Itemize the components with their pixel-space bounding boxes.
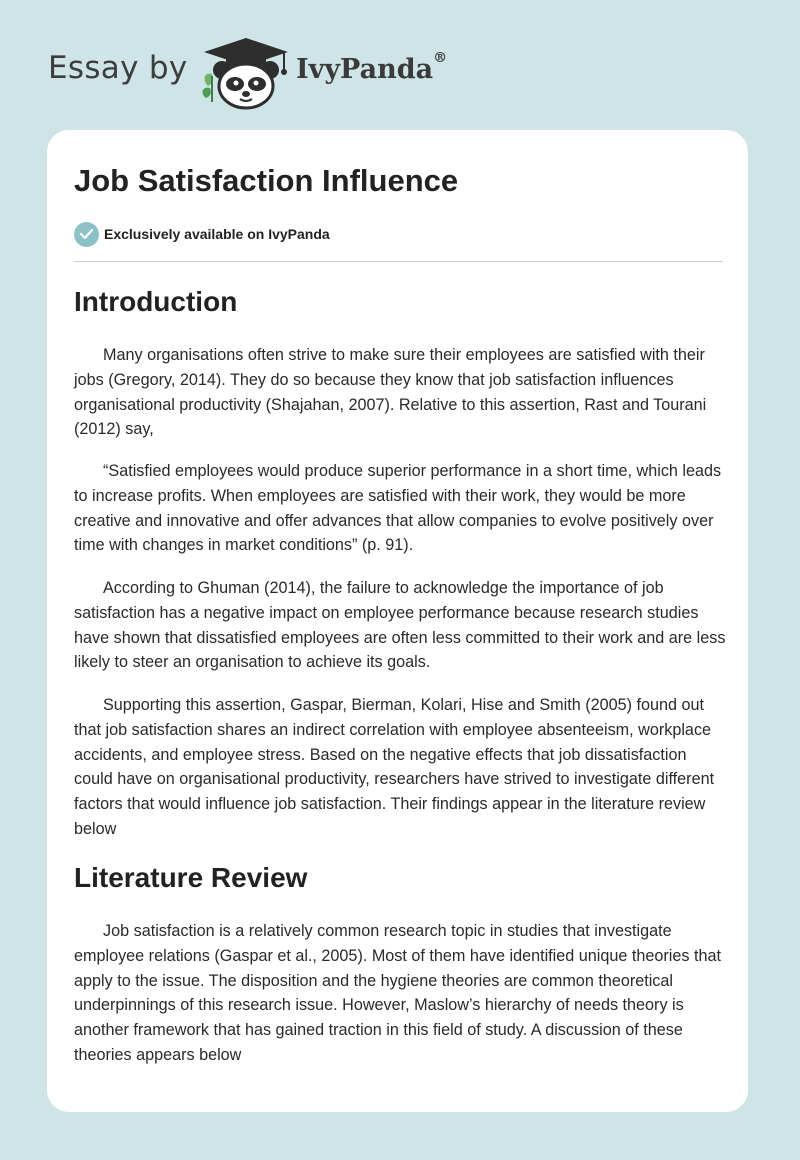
essay-title: Job Satisfaction Influence [74, 163, 459, 198]
check-circle-icon [74, 222, 99, 247]
section-heading-introduction: Introduction [74, 286, 238, 317]
paragraph-quote: “Satisfied employees would produce superior performance in a short time, which leads to increase profits. When employees are satisfied with their work, they would be more creative and innovative and offer advances that allow companies to evolve positively over time with changes in market conditions” (p. 91). [74, 462, 722, 555]
brand-name [296, 50, 448, 85]
brand-name-text: IvyPanda [296, 54, 434, 85]
exclusive-badge [74, 221, 330, 247]
registered-mark: ® [433, 50, 448, 66]
title-divider [74, 261, 723, 262]
site-header [0, 0, 800, 130]
paragraph: Supporting this assertion, Gaspar, Bierman, Kolari, Hise and Smith (2005) found out that job satisfaction shares an indirect correlation with employee absenteeism, workplace accidents, and employee stress. Based on the negative effects that job dissatisfaction could have on organisational productivity, researchers have strived to investigate different factors that would influence job satisfaction. Their findings appear in the literature review below [74, 696, 715, 838]
paragraph: Many organisations often strive to make sure their employees are satisfied with their jobs (Gregory, 2014). They do so because they know that job satisfaction influences organisational productivity (Shajahan, 2007). Relative to this assertion, Rast and Tourani (2012) say, [74, 346, 707, 439]
paragraph: Job satisfaction is a relatively common research topic in studies that investigate employee relations (Gaspar et al., 2005). Most of them have identified unique theories that apply to the issue. The disposition and the hygiene theories are common theoretical underpinnings of this research issue. However, Maslow’s hierarchy of needs theory is another framework that has gained traction in this field of study. A discussion of these theories appears below [74, 922, 721, 1064]
panda-graduate-icon [200, 36, 292, 110]
essay-card [47, 130, 748, 1112]
paragraph: According to Ghuman (2014), the failure to acknowledge the importance of job satisfaction has a negative impact on employee performance because research studies have shown that dissatisfied employees are often less committed to their work and are less likely to steer an organisation to achieve its goals. [74, 579, 726, 672]
section-heading-literature-review: Literature Review [74, 862, 308, 893]
essay-by-label: Essay by [48, 50, 188, 86]
exclusive-label: Exclusively available on IvyPanda [104, 226, 330, 242]
